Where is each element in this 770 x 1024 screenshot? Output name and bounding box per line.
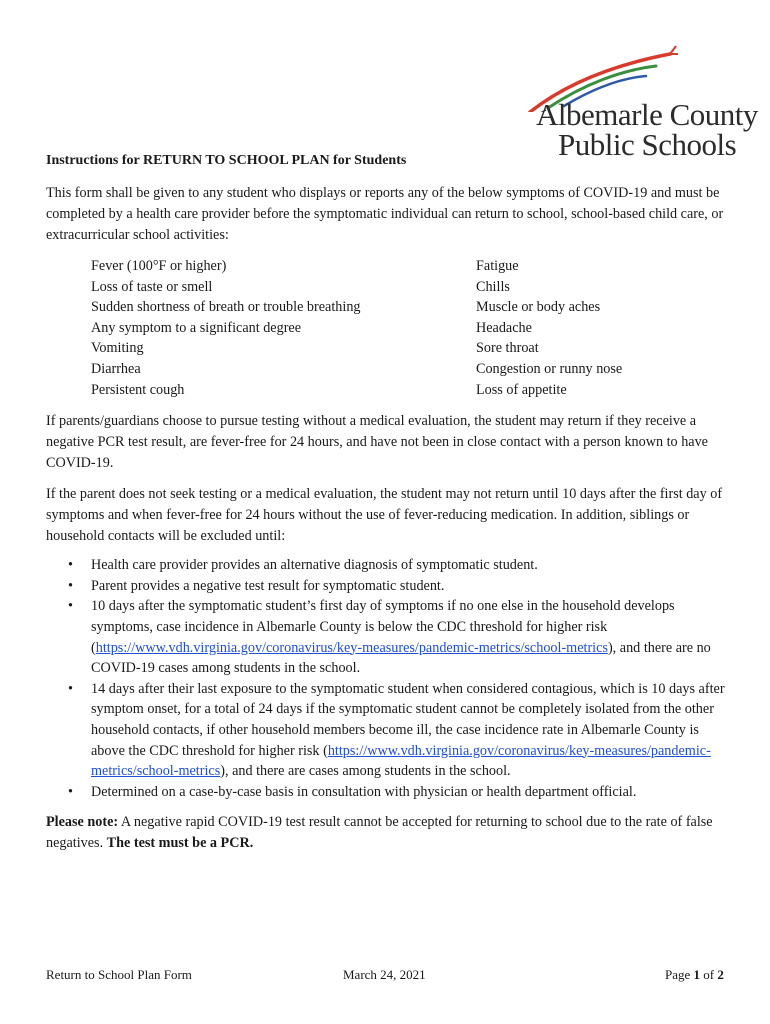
symptom-item: Persistent cough <box>91 381 185 398</box>
page-title: Instructions for RETURN TO SCHOOL PLAN for Students <box>46 153 407 168</box>
list-item-text: Determined on a case-by-case basis in consultation with physician or health department official. <box>91 783 637 800</box>
bullet-icon: • <box>68 557 73 574</box>
symptom-item: Chills <box>476 278 510 295</box>
list-item: • 14 days after their last exposure to the symptomatic student when considered contagious, which is 10 days after symptom onset, for a total of 24 days if the symptomatic student cannot be completely isolated from the other household contacts, if other household members become ill, the case incidence rate in Albemarle County is above the CDC threshold for higher risk (https://www.vdh.virginia.gov/coronavirus/key-measures/pandemic-metrics/school-metrics), and there are cases among students in the school. <box>68 680 725 780</box>
list-item: • 10 days after the symptomatic student’s first day of symptoms if no one else in the household develops symptoms, case incidence in Albemarle County is below the CDC threshold for higher risk (https://www.vdh.virginia.gov/coronavirus/key-measures/pandemic-metrics/school-metrics), and there are no COVID-19 cases among students in the school. <box>68 598 711 677</box>
pcr-note <box>46 812 736 854</box>
symptom-item: Any symptom to a significant degree <box>91 319 302 336</box>
page-word: Page <box>665 967 691 982</box>
note-emphasis: The test must be a PCR. <box>106 835 254 852</box>
symptom-column-right <box>476 256 622 400</box>
no-test-paragraph: If the parent does not seek testing or a medical evaluation, the student may not return until 10 days after the first day of symptoms and when fever-free for 24 hours without the use of fever-reducing medication. In addition, siblings or household contacts will be excluded until: <box>46 486 723 545</box>
list-item-text: Health care provider provides an alternative diagnosis of symptomatic student. <box>91 557 538 574</box>
bullet-icon: • <box>68 783 73 800</box>
list-item-text: Parent provides a negative test result for symptomatic student. <box>91 577 445 594</box>
document-body <box>46 151 736 854</box>
symptom-item: Congestion or runny nose <box>476 360 623 377</box>
bullet-icon: • <box>68 680 73 697</box>
list-item <box>46 576 736 597</box>
symptom-list <box>91 256 736 400</box>
vdh-school-metrics-link[interactable]: https://www.vdh.virginia.gov/coronavirus/key-measures/pandemic-metrics/school-metrics <box>91 742 711 780</box>
exclusion-list <box>46 555 736 802</box>
logo-line-2: Public Schools <box>558 127 737 162</box>
symptom-item: Sudden shortness of breath or trouble breathing <box>91 299 361 316</box>
footer-date: March 24, 2021 <box>343 967 426 982</box>
symptom-item: Fatigue <box>476 258 519 274</box>
intro-paragraph: This form shall be given to any student who displays or reports any of the below symptoms of COVID-19 and must be completed by a health care provider before the symptomatic individual can return to school, school-based child care, or extracurricular school activities: <box>46 185 724 243</box>
list-item-text: and there are cases among students in the school. <box>232 763 511 780</box>
bullet-icon: • <box>68 598 73 615</box>
footer-form-name: Return to School Plan Form <box>46 967 192 982</box>
list-item-text: and there are no COVID-19 cases among students in the school. <box>91 639 711 677</box>
list-item <box>46 555 736 576</box>
symptom-column-left <box>91 256 476 400</box>
symptom-item: Loss of appetite <box>476 381 567 398</box>
of-word: of <box>703 967 715 982</box>
vdh-school-metrics-link[interactable]: https://www.vdh.virginia.gov/coronavirus/key-measures/pandemic-metrics/school-metrics <box>95 639 608 656</box>
list-item-text: 14 days after their last exposure to the symptomatic student when considered contagious, which is 10 days after symptom onset, for a total of 24 days if the symptomatic student cannot be completely isolated from the other household contacts, if other household members become ill, the case incidence rate in Albemarle County is above the CDC threshold for higher risk <box>91 680 725 759</box>
symptom-item: Headache <box>476 319 532 336</box>
symptom-item: Loss of taste or smell <box>91 278 213 295</box>
testing-paragraph: If parents/guardians choose to pursue testing without a medical evaluation, the student may return if they receive a negative PCR test result, are fever-free for 24 hours, and have not been in close contact with a person known to have COVID-19. <box>46 413 708 472</box>
symptom-item: Vomiting <box>91 340 144 357</box>
logo-line-1: Albemarle County <box>536 97 758 132</box>
district-logo <box>518 42 758 162</box>
symptom-item: Fever (100°F or higher) <box>91 258 227 274</box>
symptom-item: Sore throat <box>476 340 539 357</box>
list-item <box>46 782 736 803</box>
list-item-text: 10 days after the symptomatic student’s first day of symptoms if no one else in the household develops symptoms, case incidence in Albemarle County is below the CDC threshold for higher risk <box>91 598 675 635</box>
page-total: 2 <box>717 967 724 982</box>
note-label: Please note: <box>46 814 119 831</box>
page-current: 1 <box>693 967 701 982</box>
symptom-item: Diarrhea <box>91 360 141 377</box>
footer-page-number <box>665 966 724 984</box>
bullet-icon: • <box>68 577 73 594</box>
note-text: A negative rapid COVID-19 test result cannot be accepted for returning to school due to the rate of false negatives. <box>46 814 713 852</box>
symptom-item: Muscle or body aches <box>476 299 601 316</box>
